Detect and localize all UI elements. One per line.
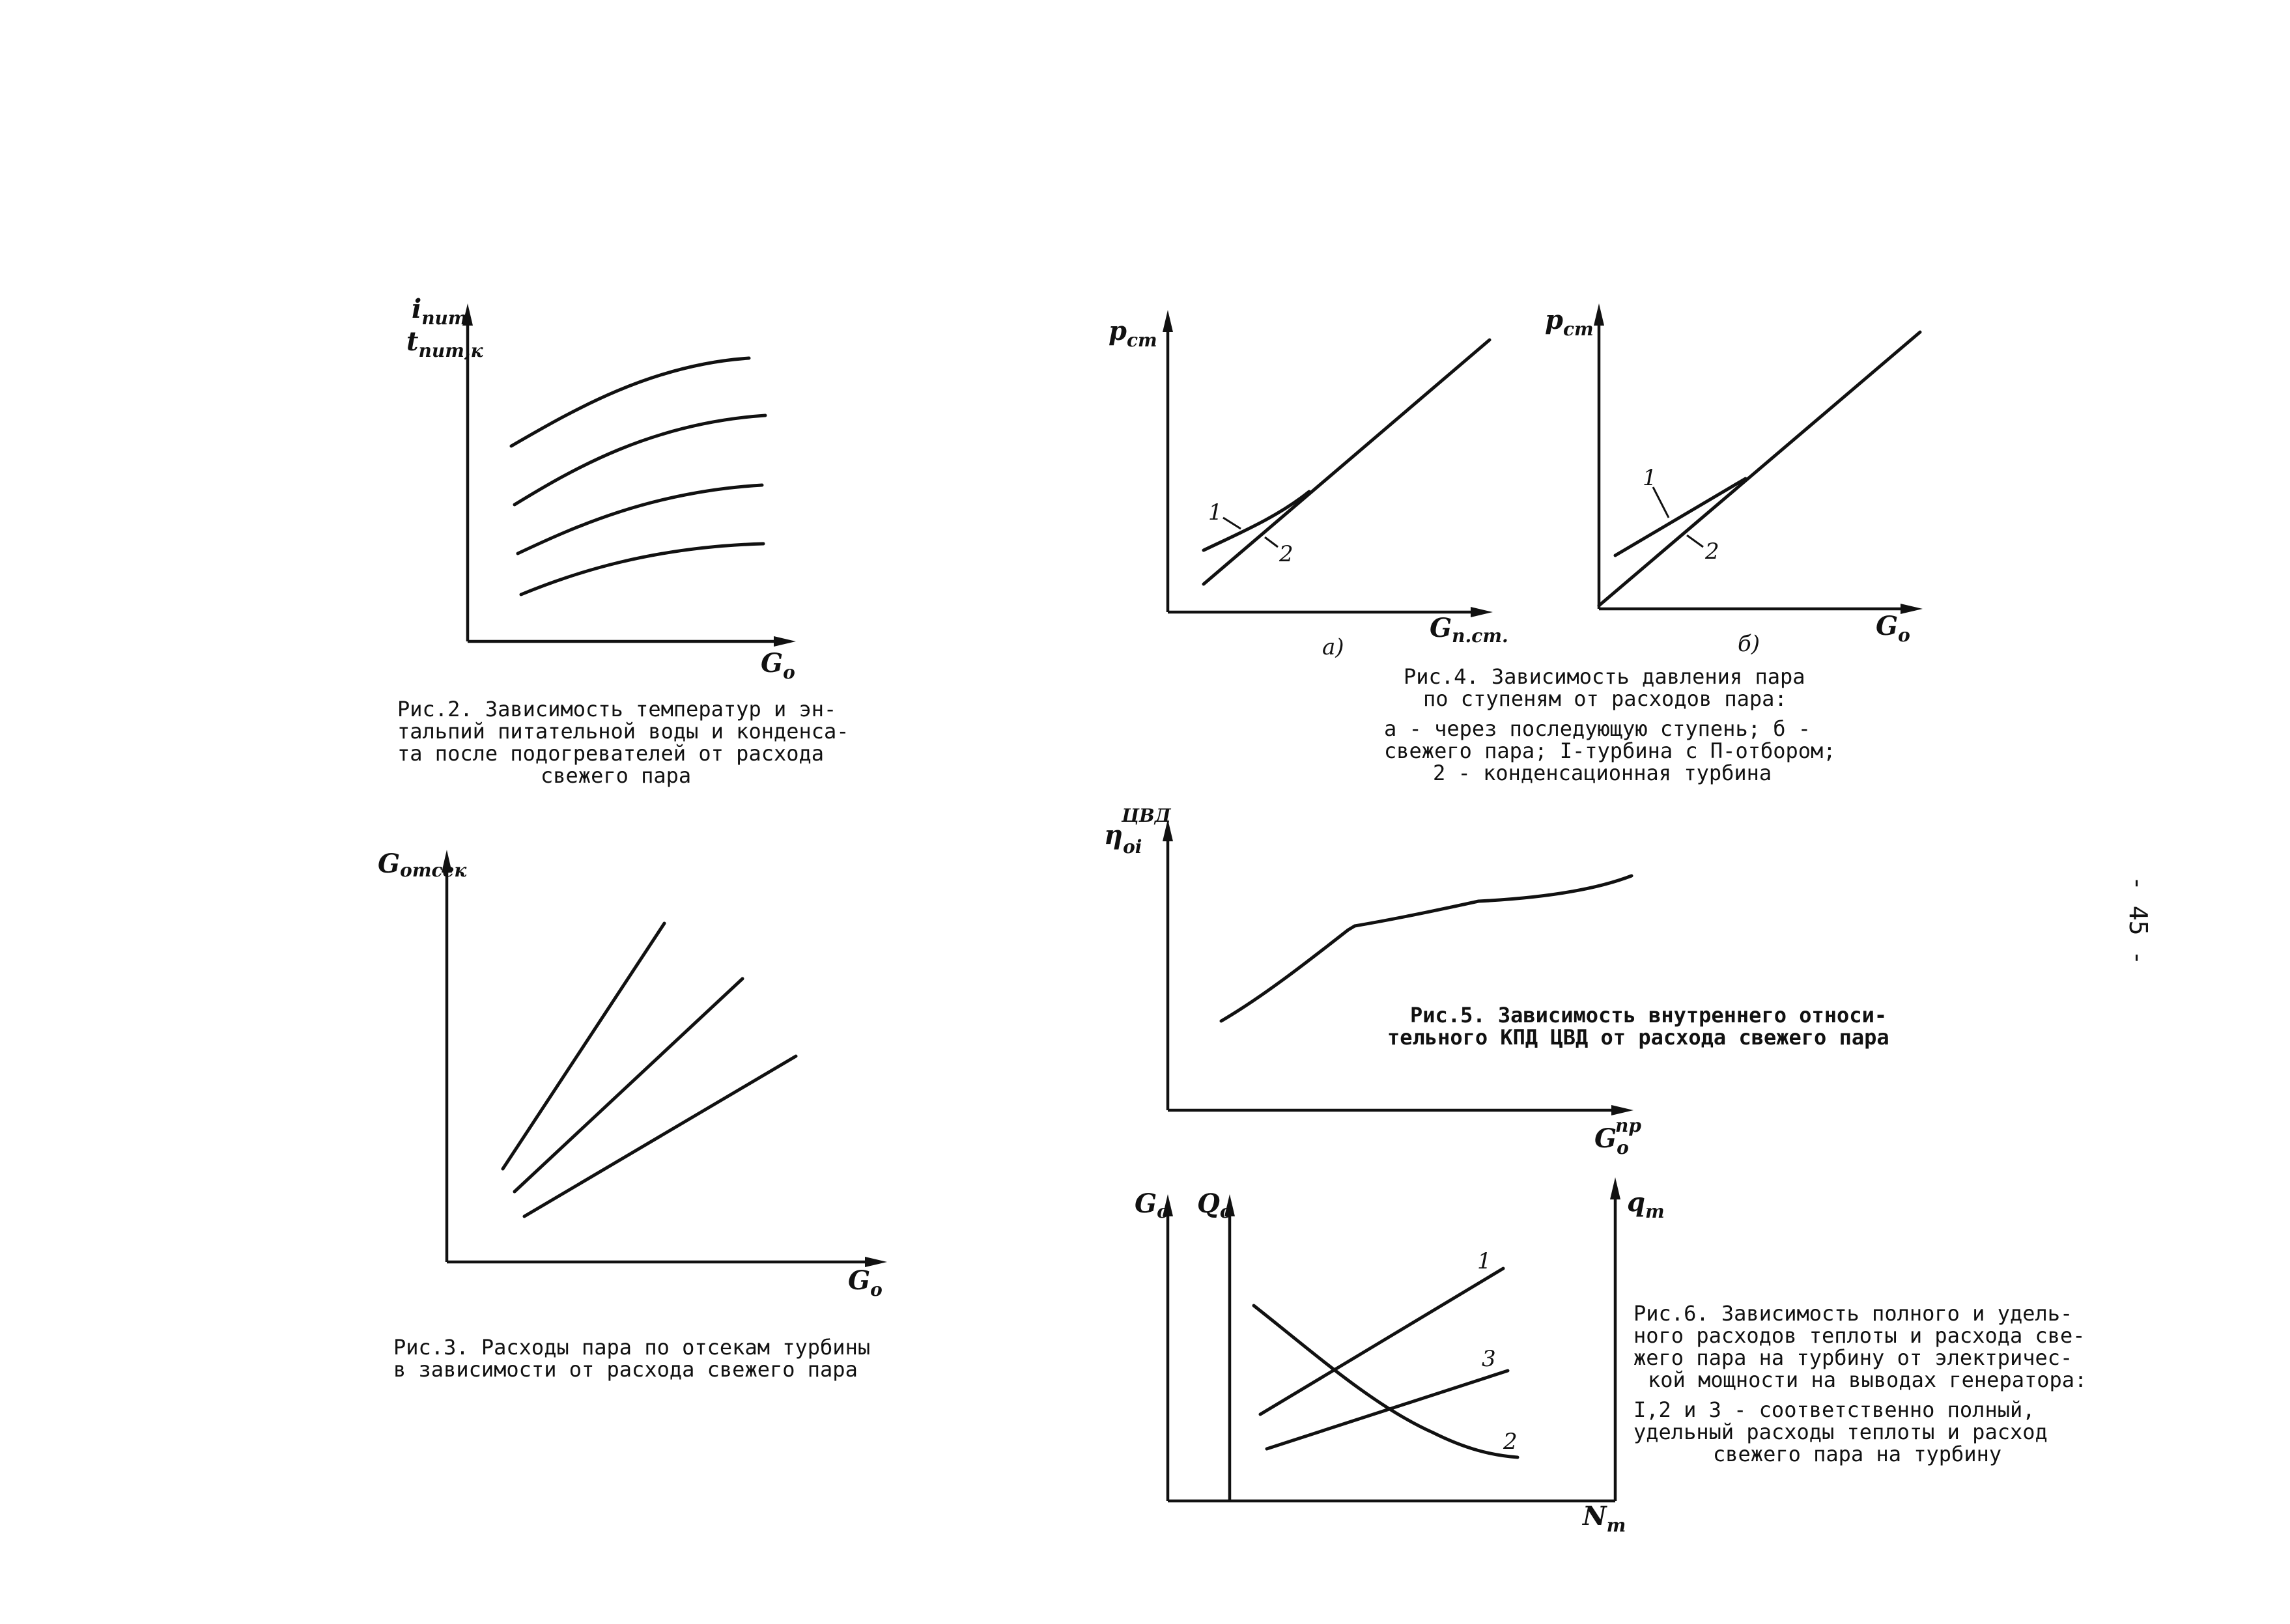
fig6-label-1: 1 <box>1477 1248 1491 1274</box>
fig5-caption-line-2: тельного КПД ЦВД от расхода свежего пара <box>1387 1025 1889 1050</box>
fig2-curve-1 <box>511 358 749 446</box>
fig4-caption-line-2: по ступеням от расходов пара: <box>1423 686 1787 711</box>
fig6-ylabel-qo: $Q_o$ <box>1197 1188 1232 1222</box>
fig2-caption-line-2: тальпий питательной воды и конденса- <box>397 719 849 744</box>
fig2-chart <box>397 294 849 788</box>
fig5-curve <box>1221 876 1632 1021</box>
fig4a-y-arrow <box>1163 310 1173 332</box>
fig3-caption-line-2: в зависимости от расхода свежего пара <box>393 1357 858 1382</box>
fig3-line-1 <box>503 923 664 1169</box>
fig3-xlabel: $G_o$ <box>848 1265 883 1300</box>
fig4a-xlabel: $G_{п.ст.}$ <box>1430 613 1508 647</box>
fig6-caption-line-1: Рис.6. Зависимость полного и удель- <box>1633 1301 2073 1326</box>
fig2-curve-4 <box>521 544 763 595</box>
page-number: - 45 - <box>2124 876 2153 966</box>
fig4a-ylabel: $p_{ст}$ <box>1109 316 1157 351</box>
fig6-label-3: 3 <box>1482 1346 1496 1372</box>
fig6-caption-line-7: свежего пара на турбину <box>1713 1442 2002 1466</box>
fig4b-chart <box>1545 303 1923 657</box>
fig4a-x-arrow <box>1471 607 1493 617</box>
fig5-ylabel-sup: ЦВД <box>1122 805 1171 826</box>
fig6-line-3 <box>1267 1371 1508 1449</box>
fig3-line-2 <box>515 979 742 1192</box>
fig4-caption <box>1384 664 1836 785</box>
fig5-caption-line-1: Рис.5. Зависимость внутреннего относи- <box>1410 1003 1887 1028</box>
fig3-chart <box>378 848 887 1382</box>
fig3-line-3 <box>524 1056 796 1216</box>
fig2-ylabel-1: $i_{пит}$ <box>412 294 468 329</box>
fig4-caption-line-1: Рис.4. Зависимость давления пара <box>1404 664 1805 689</box>
fig4b-leader-2 <box>1687 535 1703 547</box>
fig2-x-arrow <box>774 636 796 647</box>
fig6-chart <box>1135 1177 2087 1536</box>
fig4b-x-arrow <box>1901 604 1923 614</box>
fig6-label-2: 2 <box>1503 1429 1518 1455</box>
fig6-ylabel-go: $G_o$ <box>1135 1188 1169 1222</box>
fig2-ylabel-2: $t_{пит,к}$ <box>406 326 483 361</box>
fig6-caption-line-6: удельный расходы теплоты и расход <box>1633 1420 2048 1444</box>
fig5-x-arrow <box>1611 1105 1633 1115</box>
fig2-caption-line-3: та после подогревателей от расхода <box>397 741 825 766</box>
fig4a-chart <box>1109 310 1508 660</box>
fig2-caption-line-1: Рис.2. Зависимость температур и эн- <box>397 697 837 721</box>
fig2-curve-3 <box>518 485 762 553</box>
fig5-xlabel-sup: пр <box>1615 1115 1641 1136</box>
fig6-caption-line-4: кой мощности на выводах генератора: <box>1648 1367 2087 1392</box>
fig3-caption-line-1: Рис.3. Расходы пара по отсекам турбины <box>393 1335 871 1360</box>
fig4-caption-line-3: а - через последующую ступень; б - <box>1384 716 1811 741</box>
fig4-caption-line-4: свежего пара; I-турбина с П-отбором; <box>1384 738 1836 763</box>
fig4a-label-2: 2 <box>1279 541 1293 567</box>
fig6-caption-line-2: ного расходов теплоты и расхода све- <box>1633 1323 2085 1348</box>
fig4b-ylabel: $p_{ст}$ <box>1545 305 1594 340</box>
fig4-caption-line-5: 2 - конденсационная турбина <box>1433 761 1772 785</box>
fig4a-line-2 <box>1204 340 1490 584</box>
fig4b-xlabel: $G_o$ <box>1876 611 1910 646</box>
fig4a-leader-2 <box>1265 537 1278 547</box>
fig5-xlabel: $G_o$ <box>1594 1123 1629 1158</box>
fig6-xlabel: $N_т$ <box>1583 1501 1626 1536</box>
fig4b-panel-label: б) <box>1738 631 1760 657</box>
fig2-caption-line-4: свежего пара <box>541 763 692 788</box>
fig5-chart <box>1104 805 1889 1158</box>
fig4a-leader-1 <box>1223 518 1241 529</box>
fig4b-curve-1 <box>1615 479 1746 555</box>
fig4b-label-2: 2 <box>1705 539 1719 565</box>
fig3-ylabel: Gотсек <box>378 848 467 881</box>
fig4b-leader-1 <box>1653 487 1669 518</box>
fig6-caption-line-3: жего пара на турбину от электричес- <box>1633 1345 2073 1370</box>
fig6-caption-line-5: I,2 и 3 - соответственно полный, <box>1633 1397 2035 1422</box>
fig6-y-arrow-qt <box>1610 1177 1620 1199</box>
fig4b-y-arrow <box>1594 303 1604 326</box>
fig6-ylabel-qt: $q_т$ <box>1627 1187 1665 1222</box>
fig5-ylabel: $\eta_{oi}$ <box>1104 820 1142 858</box>
fig4b-label-1: 1 <box>1643 465 1657 491</box>
fig2-curve-2 <box>515 415 765 505</box>
fig4a-panel-label: а) <box>1322 634 1344 660</box>
fig4a-label-1: 1 <box>1208 499 1223 525</box>
fig2-xlabel: $G_o$ <box>761 648 795 683</box>
